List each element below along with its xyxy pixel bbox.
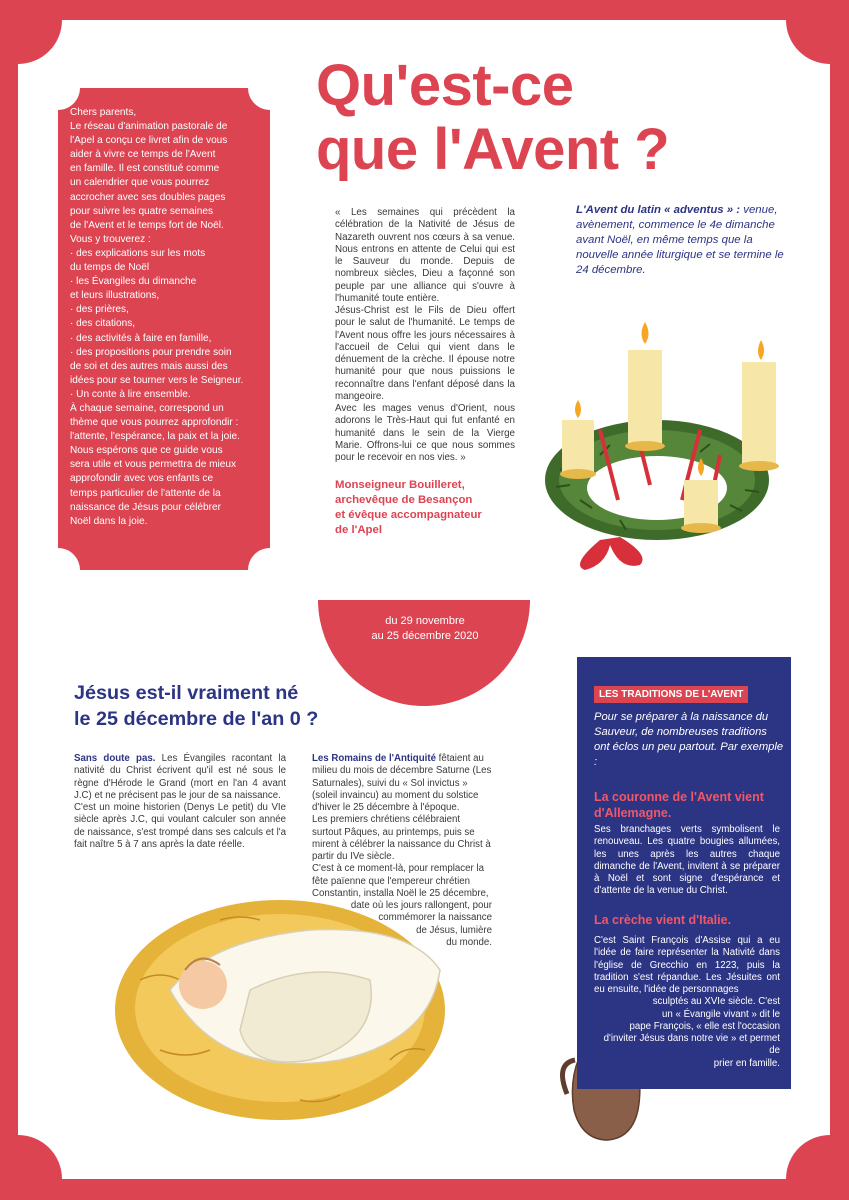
intro-line: de soi et des autres mais aussi des: [70, 360, 228, 372]
article-column-2: [312, 753, 492, 949]
intro-line: Le réseau d'animation pastorale de: [70, 121, 228, 133]
col1-text-1: Les Évangiles racontant la nativité du Christ écrivent qu'il est né sous le règne d'Hérode le Grand (mort en l'an 4 avant J.C) et ne précisent pas le jour de sa naissance.: [74, 753, 286, 801]
date-range: [325, 614, 525, 644]
col2-paragraph-1: [312, 753, 492, 814]
col2-right-1: date où les jours rallongent, pour commémorer la naissance: [350, 900, 492, 924]
intro-line: du temps de Noël: [70, 262, 150, 274]
intro-letter: [70, 106, 265, 529]
intro-line: · des activités à faire en famille,: [70, 332, 212, 344]
intro-line: l'Apel a conçu ce livret afin de vous: [70, 135, 228, 147]
intro-line: en famille. Il est constitué comme: [70, 163, 220, 175]
intro-line: accrocher avec ses doubles pages: [70, 191, 226, 203]
signature-line-2: archevêque de Besançon: [335, 494, 473, 506]
signature-line-3: et évêque accompagnateur: [335, 509, 482, 521]
heading-line-1: Jésus est-il vraiment né: [74, 682, 299, 704]
title-line-1: Qu'est-ce: [316, 53, 574, 118]
intro-line: · des propositions pour prendre soin: [70, 346, 232, 358]
intro-line: temps particulier de l'attente de la: [70, 487, 221, 499]
intro-line: Nous espérons que ce guide vous: [70, 445, 223, 457]
col1-paragraph-1: [74, 753, 286, 802]
tradition-text-creche: [594, 935, 780, 1070]
intro-line: · des explications sur les mots: [70, 247, 206, 259]
col2-right-3: du monde.: [446, 936, 492, 948]
tradition-text-wreath: Ses branchages verts symbolisent le renouveau. Les quatre bougies allumées, les unes après les autres chaque dimanche de l'Avent, invitent à se préparer à Noël et sont signe d'espérance et d'attente de la venue du Christ.: [594, 824, 780, 897]
intro-line: · Un conte à lire ensemble.: [70, 388, 191, 400]
heading-line-2: le 25 décembre de l'an 0 ?: [74, 708, 319, 730]
advent-definition: [576, 203, 786, 278]
intro-line: thème que vous pourrez approfondir :: [70, 417, 239, 429]
creche-text-r1: sculptés au XVIe siècle. C'est: [652, 996, 780, 1008]
intro-line: À chaque semaine, correspond un: [70, 402, 224, 414]
quote-paragraph-1: « Les semaines qui précèdent la célébration de la Nativité de Jésus de Nazareth ouvrent nos cœurs à sa venue. Nous entrons en attente de Celui qui est le Sauveur du monde. Depuis de nombreux siècles, Dieu a façonné son peuple par une alliance qui s'ouvre à l'humanité toute entière.: [335, 207, 515, 304]
creche-text-r2: un « Évangile vivant » dit le: [662, 1008, 780, 1020]
col1-lead: Sans doute pas.: [74, 753, 156, 764]
bishop-quote: [335, 207, 515, 464]
quote-paragraph-3: Avec les mages venus d'Orient, nous adorons le Très-Haut qui fut enfanté en humanité dans le sein de la Vierge Marie. Offrons-lui ce que nous sommes pour le recevoir en nos vies. »: [335, 403, 515, 463]
creche-text-r4: prier en famille.: [713, 1057, 780, 1069]
col2-lead: Les Romains de l'Antiquité: [312, 753, 436, 764]
quote-signature: [335, 478, 525, 538]
signature-line-1: Monseigneur Bouilleret,: [335, 479, 465, 491]
col1-paragraph-2: C'est un moine historien (Denys Le petit) du VIe siècle après J.C, qui voulant calculer son année de naissance, s'est trompé dans ses calculs et l'a fait naître 5 à 7 ans après la date réelle.: [74, 802, 286, 850]
intro-line: et leurs illustrations,: [70, 290, 160, 302]
article-column-1: [74, 753, 286, 851]
col2-right-2: de Jésus, lumière: [416, 924, 492, 936]
intro-line: aider à vivre ce temps de l'Avent: [70, 149, 216, 161]
tradition-heading-wreath: La couronne de l'Avent vient d'Allemagne.: [594, 790, 764, 820]
col2-text-1: fêtaient au milieu du mois de décembre Saturne (Les Saturnales), suivi du « Sol invictus » (soleil invaincu) au moment du solstice d'hiver le 25 décembre à l'époque.: [312, 753, 492, 813]
creche-text-main: C'est Saint François d'Assise qui a eu l'idée de faire représenter la Nativité dans l'église de Grecchio en 1223, puis la tradition s'est répandue. Les Jésuites ont eu ensuite, l'idée de personnages: [594, 935, 780, 995]
traditions-badge: LES TRADITIONS DE L'AVENT: [594, 686, 748, 703]
intro-line: · des prières,: [70, 304, 129, 316]
intro-line: Chers parents,: [70, 107, 137, 118]
tradition-heading-creche: La crèche vient d'Italie.: [594, 913, 732, 927]
intro-line: Vous y trouverez :: [70, 233, 151, 245]
section-heading-jesus: [74, 680, 374, 732]
intro-line: · des citations,: [70, 318, 136, 330]
col2-paragraph-2: Les premiers chrétiens célébraient surtout Pâques, au printemps, puis se mirent à célébrer la naissance du Christ à partir du IVe siècle.: [312, 814, 491, 862]
date-line-1: du 29 novembre: [385, 615, 465, 627]
intro-line: idées pour se tourner vers le Seigneur.: [70, 374, 244, 386]
signature-line-4: de l'Apel: [335, 524, 383, 536]
date-line-2: au 25 décembre 2020: [371, 630, 479, 642]
col2-paragraph-3: C'est à ce moment-là, pour remplacer la fête païenne que l'empereur chrétien Constantin, installa Noël le 25 décembre,: [312, 863, 489, 899]
definition-lead: L'Avent du latin « adventus » :: [576, 204, 741, 216]
traditions-intro: Pour se préparer à la naissance du Sauveur, de nombreuses traditions ont éclos un peu partout. Par exemple :: [594, 711, 784, 768]
intro-line: pour suivre les quatre semaines: [70, 205, 214, 217]
intro-line: l'attente, l'espérance, la paix et la joie.: [70, 431, 240, 443]
intro-line: naissance de Jésus pour célébrer: [70, 501, 221, 513]
intro-line: de l'Avent et le temps fort de Noël.: [70, 219, 224, 231]
intro-line: · les Évangiles du dimanche: [70, 276, 197, 288]
intro-line: sera utile et vous permettra de mieux: [70, 459, 237, 471]
quote-paragraph-2: Jésus-Christ est le Fils de Dieu offert pour le salut de l'humanité. Le temps de l'Avent nous offre les jours nécessaires à l'accueil de Celui qui vient dans le dénuement de la crèche. Il épouse notre humanité pour que nous puissions le reconnaître dans l'enfant déposé dans la mangeoire.: [335, 305, 515, 402]
intro-line: un calendrier que vous pourrez: [70, 177, 210, 189]
intro-line: approfondir avec vos enfants ce: [70, 473, 214, 485]
page-title: [316, 54, 836, 182]
intro-line: Noël dans la joie.: [70, 515, 148, 527]
creche-text-r3: pape François, « elle est l'occasion d'inviter Jésus dans notre vie » et permet de: [603, 1020, 780, 1057]
definition-body: venue, avènement, commence le 4e dimanche avant Noël, en même temps que la nouvelle année liturgique et se termine le 24 décembre.: [576, 204, 784, 276]
title-line-2: que l'Avent ?: [316, 117, 670, 182]
